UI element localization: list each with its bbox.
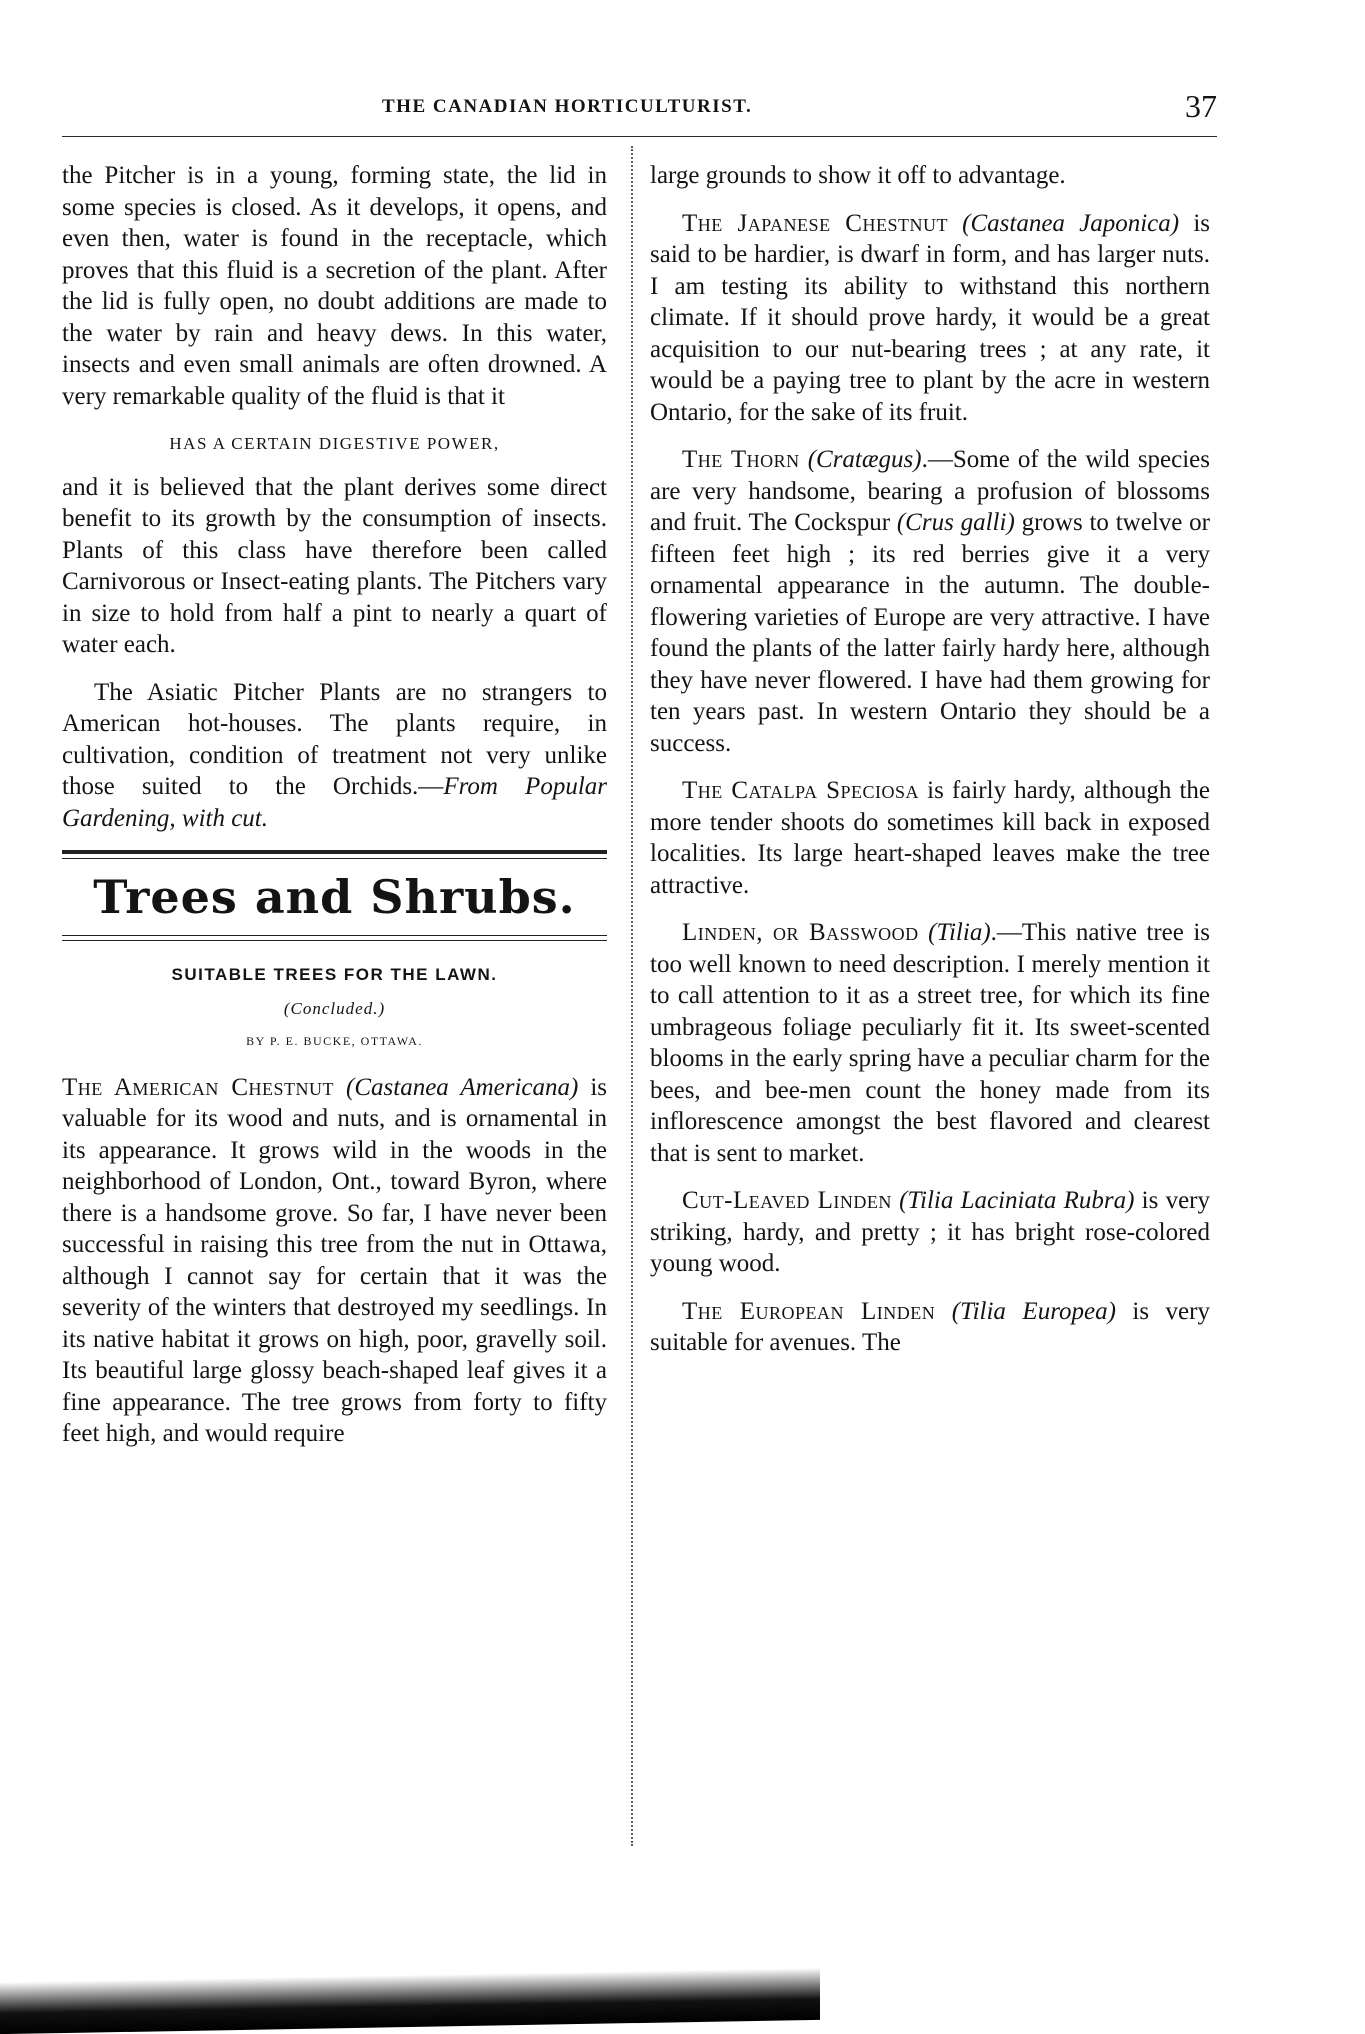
article-note: (Concluded.): [283, 998, 386, 1018]
column-divider: [631, 146, 633, 1846]
latin-name: (Castanea Japonica): [962, 209, 1180, 237]
entry-heading: The Japanese Chestnut: [682, 209, 948, 237]
entry-heading: The European Linden: [682, 1297, 936, 1325]
paragraph-text: is very striking, hardy, and pretty ; it has bright rose-colored young wood.: [650, 1187, 1210, 1277]
paragraph: [62, 1072, 607, 1450]
latin-name: (Tilia Laciniata Rubra): [899, 1187, 1135, 1214]
paragraph: [650, 1185, 1210, 1280]
page-number: 37: [1185, 88, 1217, 124]
inline-subheading: HAS A CERTAIN DIGESTIVE POWER,: [169, 434, 500, 453]
paragraph: [650, 1296, 1210, 1359]
entry-heading: Linden, or Basswood: [682, 919, 919, 946]
byline: BY P. E. BUCKE, OTTAWA.: [246, 1034, 423, 1048]
paragraph-text: The Asiatic Pitcher Plants are no strangers to American hot-houses. The plants require, in cultivation, condition of treatment not very unlike those suited to the Orchids.—: [62, 678, 607, 800]
right-column: [650, 160, 1210, 1375]
left-column: [62, 160, 607, 1466]
latin-name: (Tilia): [928, 919, 991, 946]
article-title: SUITABLE TREES FOR THE LAWN.: [171, 965, 498, 984]
latin-name: (Crus galli): [896, 509, 1015, 536]
paragraph: large grounds to show it off to advantage.: [650, 162, 1066, 189]
paragraph-text: .—Some of the wild species are very handsome, bearing a profusion of blossoms and fruit. The Cockspur: [650, 446, 1211, 536]
paragraph: [62, 677, 607, 835]
paragraph: and it is believed that the plant derives some direct benefit to its growth by the consumption of insects. Plants of this class have therefore been called Carnivorous or Insect-eating plants. The Pitchers vary in size to hold from half a pint to nearly a quart of water each.: [62, 473, 607, 658]
latin-name: (Tilia Europea): [951, 1297, 1116, 1325]
section-title: Trees and Shrubs.: [93, 870, 576, 924]
paragraph: [650, 917, 1210, 1169]
paragraph: [650, 775, 1210, 901]
paragraph-text: is valuable for its wood and nuts, and is ornamental in its appearance. It grows wild in the woods in the neighborhood of London, Ont., toward Byron, where there is a handsome grove. So far, I have never been successful in raising this tree from the nut in Ottawa, although I cannot say for certain that it was the severity of the winters that destroyed my seedlings. In its native habitat it grows on high, poor, gravelly soil. Its beautiful large glossy beach-shaped leaf gives it a fine appearance. The tree grows from forty to fifty feet high, and would require: [62, 1073, 607, 1447]
paragraph-text: grows to twelve or fifteen feet high ; its red berries give it a very ornamental appearance in the autumn. The double-flowering varieties of Europe are very attractive. I have found the plants of the latter fairly hardy here, although they have never flowered. I have had them growing for ten years past. In western Ontario they should be a success.: [650, 509, 1210, 757]
entry-heading: The Catalpa Speciosa: [682, 777, 920, 804]
paragraph-text: is fairly hardy, although the more tender shoots do sometimes kill back in exposed localities. Its large heart-shaped leaves make the tree attractive.: [650, 777, 1210, 899]
rule: [62, 850, 607, 854]
running-header: [62, 88, 1217, 137]
paragraph-text: is said to be hardier, is dwarf in form, and has larger nuts. I am testing its ability to withstand this northern climate. If it should prove hardy, it would be a great acquisition to our nut-bearing trees ; at any rate, it would be a paying tree to plant by the acre in western Ontario, for the sake of its fruit.: [650, 209, 1210, 426]
latin-name: (Castanea Americana): [346, 1073, 579, 1101]
paragraph: the Pitcher is in a young, forming state, the lid in some species is closed. As it develops, it opens, and even then, water is found in the receptacle, which proves that this fluid is a secretion of the plant. After the lid is fully open, no doubt additions are made to the water by rain and heavy dews. In this water, insects and even small animals are often drowned. A very remarkable quality of the fluid is that it: [62, 162, 607, 410]
paragraph-text: .—This native tree is too well known to need description. I merely mention it to call attention to it as a street tree, for which its fine umbrageous foliage peculiarly fit it. Its sweet-scented blooms in the early spring have a peculiar charm for the bees, and bee-men count the honey made from its inflorescence amongst the best flavored and clearest that is sent to market.: [650, 919, 1211, 1167]
entry-heading: The Thorn: [682, 446, 800, 473]
latin-name: (Cratægus): [807, 446, 922, 473]
running-title: THE CANADIAN HORTICULTURIST.: [382, 96, 753, 117]
entry-heading: The American Chestnut: [62, 1073, 335, 1101]
rule: [62, 935, 607, 941]
page-edge-shadow: [0, 1968, 820, 2034]
source-citation: From Popular Gardening, with cut.: [62, 773, 607, 832]
entry-heading: Cut-Leaved Linden: [682, 1187, 892, 1214]
paragraph: [650, 208, 1210, 429]
section-heading-block: [62, 850, 607, 941]
paragraph: [650, 444, 1210, 759]
paragraph-text: is very suitable for avenues. The: [650, 1297, 1210, 1356]
